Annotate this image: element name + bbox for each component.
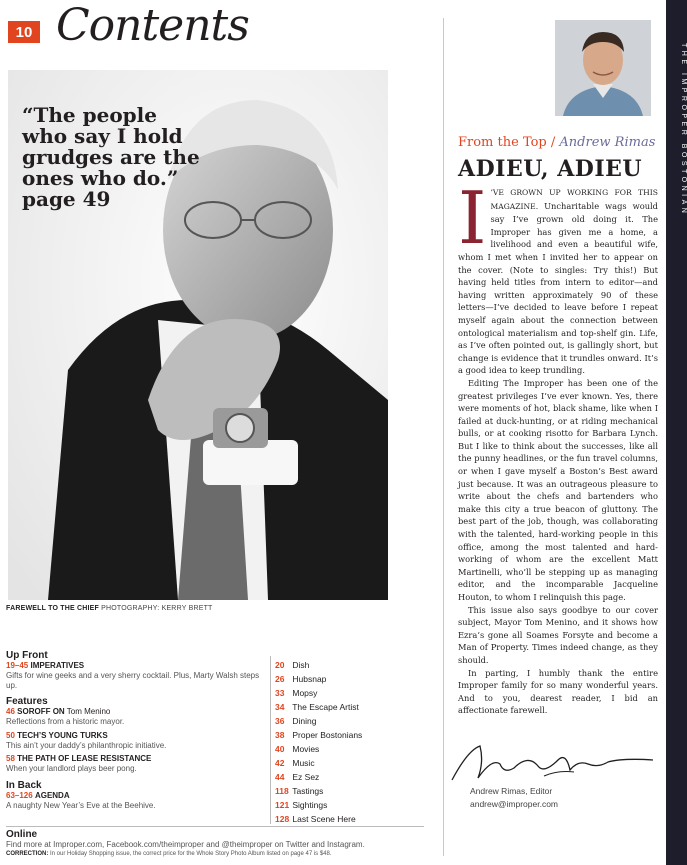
toc-item-title: Sightings (292, 800, 328, 810)
kicker-author: Andrew Rimas (559, 135, 656, 150)
toc-entry[interactable] (6, 791, 266, 801)
toc-item-title: The Escape Artist (292, 702, 359, 712)
toc-section-heading: Up Front (6, 650, 48, 661)
toc-item-title: Tastings (292, 786, 324, 796)
toc-item-title: Dining (292, 716, 317, 726)
online-text: Find more at Improper.com, Facebook.com/theimproper and @theimproper on Twitter and Instagram. (6, 840, 365, 849)
correction-note (6, 850, 436, 858)
drop-cap: I (458, 176, 487, 260)
toc-item-title: Proper Bostonians (292, 730, 363, 740)
toc-entry-desc: Reflections from a historic mayor. (6, 717, 125, 726)
correction-label: CORRECTION: (6, 850, 49, 857)
author-headshot (555, 20, 651, 116)
toc-page-number: 36 (275, 716, 285, 726)
toc-right-item[interactable] (275, 716, 316, 726)
page-title: Contents (56, 0, 249, 51)
toc-entry[interactable] (6, 754, 266, 764)
toc-right-item[interactable] (275, 772, 319, 782)
toc-right-item[interactable] (275, 758, 315, 768)
toc-page-number: 38 (275, 730, 285, 740)
lead-in: ’VE GROWN UP WORKING FOR THIS MAGAZINE. (490, 188, 658, 211)
body-paragraph: Editing The Improper has been one of the greatest privileges I’ve ever known. Yes, there were moments of hot, black shame, like when I failed at duck-hunting, or at riding mechanical bulls, or at cooking risotto for Barbara Lynch. But I like to think about the successes, like all the punny headlines, or the fun travel columns, or when I gave myself a Boston’s Best award just because. It was an outrageous pleasure to write about the chefs and bartenders who make this city a true beacon of gluttony. The best part of the job, though, was collaborating with the talented, hard-working people in this office, among the most talented and hard-working of whom are the excellent Matt Martinelli, who’ll be stepping up as managing editor, and the incomparable Jacqueline Houton, to whom I relinquish this page. (458, 377, 658, 602)
body-paragraph: In parting, I humbly thank the entire Improper family for so many wonderful years. And to you, dearest reader, I bid an affectionate farewell. (458, 667, 658, 716)
toc-page-range: 50 (6, 730, 15, 740)
toc-page-number: 42 (275, 758, 285, 768)
toc-page-number: 121 (275, 800, 290, 810)
toc-entry-desc: When your landlord plays beer pong. (6, 764, 137, 773)
toc-page-number: 40 (275, 744, 285, 754)
toc-page-number: 26 (275, 674, 285, 684)
editor-email[interactable]: andrew@improper.com (470, 799, 558, 809)
toc-item-title: Dish (292, 660, 310, 670)
toc-item-title: Last Scene Here (292, 814, 356, 824)
toc-page-range: 19–45 (6, 661, 29, 670)
toc-item-title: Hubsnap (292, 674, 327, 684)
body-paragraph: This issue also says goodbye to our cover subject, Mayor Tom Menino, and it shows how Ezra’s gone all Soames Forsyte and become a Man of Property. Times indeed change, as they should. (458, 604, 658, 665)
page-number: 10 (8, 21, 40, 43)
toc-right-item[interactable] (275, 730, 362, 740)
toc-page-number: 44 (275, 772, 285, 782)
toc-right-item[interactable] (275, 744, 319, 754)
toc-section-heading: Features (6, 696, 48, 707)
toc-page-range: 46 (6, 707, 15, 716)
online-heading: Online (6, 829, 38, 840)
toc-entry[interactable] (6, 731, 266, 741)
signature-icon (448, 740, 658, 788)
toc-entry[interactable] (6, 707, 266, 717)
online-divider (6, 826, 424, 827)
toc-item-title: Music (292, 758, 315, 768)
paragraph-text: Uncharitable wags would say I’ve grown old doing it. The Improper has given me a home, a livelihood and even a beautiful wife, whom I met when I invited her to appear on the cover. (Note to singles: Try this!) But having held titles from intern to editor—and having written approximately 90 of these letters—I’ve decided to leave before I repeat myself again about the connection between ontological materialism and top-shelf gin. Life, as I’ve often pointed out, is gallingly short, but change is evidence that it trundles onward. It’s a good idea to keep trundling. (458, 200, 658, 376)
toc-right-item[interactable] (275, 800, 327, 810)
body-paragraph (458, 176, 658, 377)
toc-entry-title: SOROFF ON (17, 707, 65, 716)
editorial-body (458, 176, 658, 717)
toc-page-number: 118 (275, 786, 289, 796)
kicker-section: From the Top (458, 135, 547, 150)
online-section (6, 829, 436, 858)
toc-entry-desc: A naughty New Year’s Eve at the Beehive. (6, 800, 156, 810)
toc-right-item[interactable] (275, 786, 323, 796)
toc-entry-title: IMPERATIVES (30, 661, 85, 670)
column-divider (443, 18, 444, 856)
toc-right-item[interactable] (275, 702, 359, 712)
photo-credit (6, 605, 213, 612)
toc-entry-title: THE PATH OF LEASE RESISTANCE (17, 754, 152, 763)
photo-credit-label: FAREWELL TO THE CHIEF (6, 605, 99, 612)
toc-page-number: 34 (275, 702, 285, 712)
toc-entry-title-rest: Tom Menino (64, 707, 111, 716)
toc-right-item[interactable] (275, 674, 326, 684)
pull-quote: “The people who say I hold grudges are the ones who do.” page 49 (22, 103, 200, 211)
toc-left (6, 650, 266, 810)
editor-signature (448, 740, 658, 788)
toc-entry-title: AGENDA (34, 790, 70, 800)
toc-page-range: 63–126 (6, 790, 33, 800)
author-headshot-illustration (555, 20, 651, 116)
toc-page-range: 58 (6, 754, 15, 763)
toc-page-number: 33 (275, 688, 285, 698)
editorial-kicker (458, 135, 655, 150)
toc-section-heading: In Back (6, 779, 42, 791)
toc-right-item[interactable] (275, 814, 356, 824)
photo-credit-text: PHOTOGRAPHY: KERRY BRETT (99, 605, 213, 612)
editorial-headline: ADIEU, ADIEU (458, 156, 643, 182)
toc-page-number: 20 (275, 660, 285, 670)
toc-page-number: 128 (275, 814, 290, 824)
toc-right-item[interactable] (275, 660, 309, 670)
toc-divider (270, 656, 271, 824)
toc-entry-title: TECH’S YOUNG TURKS (17, 730, 108, 740)
editor-name: Andrew Rimas, Editor (470, 786, 553, 796)
spine-title: THE IMPROPER BOSTONIAN (680, 43, 687, 217)
toc-entry-desc: Gifts for wine geeks and a very sherry cocktail. Plus, Marty Walsh steps up. (6, 671, 260, 690)
kicker-separator: / (546, 135, 560, 150)
toc-entry[interactable] (6, 661, 266, 671)
correction-text: In our Holiday Shopping issue, the correct price for the Whole Story Photo Album listed on page 47 is $48. (48, 850, 332, 857)
toc-right-item[interactable] (275, 688, 317, 698)
toc-item-title: Mopsy (292, 688, 318, 698)
toc-item-title: Ez Sez (292, 772, 320, 782)
toc-item-title: Movies (292, 744, 320, 754)
toc-entry-desc: This ain’t your daddy’s philanthropic initiative. (6, 740, 167, 750)
